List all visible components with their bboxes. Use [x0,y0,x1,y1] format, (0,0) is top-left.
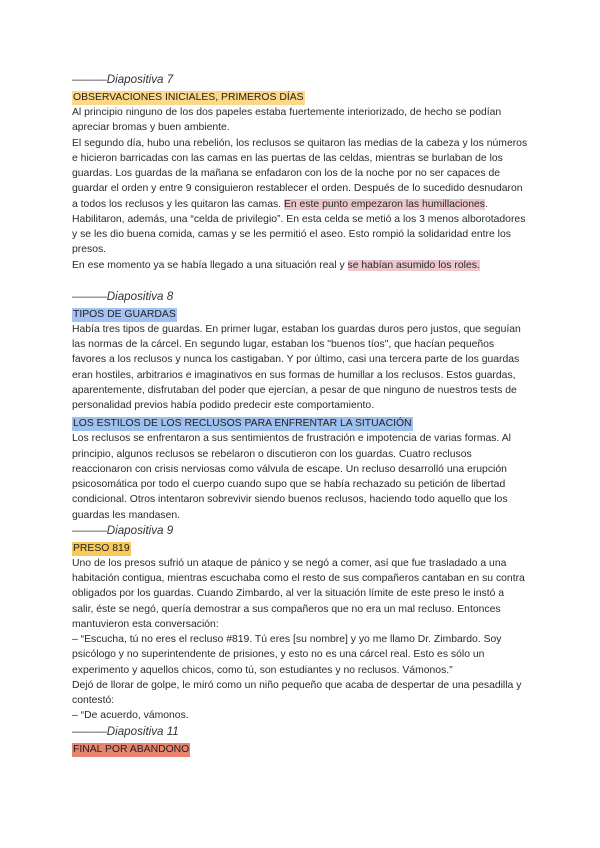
document-page [72,72,528,757]
paragraph-s9-1: Uno de los presos sufrió un ataque de pánico y se negó a comer, así que fue trasladado a una habitación contigua, mientras escuchaba como el resto de sus compañeros cantaban en su contra obligados por los guardas. Cuando Zimbardo, al ver la situación límite de este preso le instó a salir, éste se negó, quería demostrar a sus compañeros que no era un mal recluso. Entonces mantuvieron esta conversación: [72,557,525,630]
paragraph-s9-2: – “Escucha, tú no eres el recluso #819. Tú eres [su nombre] y yo me llamo Dr. Zimbardo. Soy psicólogo y no superintendente de prisiones, y esto no es una cárcel real. Esto es sólo un experimento y aquellos chicos, como tú, son estudiantes y no reclusos. Vámonos.” [72,634,502,676]
section-title-observaciones: OBSERVACIONES INICIALES, PRIMEROS DÍAS [73,92,304,103]
paragraph-s7-3 [72,258,528,273]
slide-heading-8: ———Diapositiva 8 [72,289,174,303]
paragraph-s7-2-text-a: El segundo día, hubo una rebelión, los reclusos se quitaron las medias de la cabeza y los números e hicieron barricadas con las camas en las puertas de las celdas, mientras se burlaban de los guardas. Los guardas de la mañana se enfadaron con los de la noche por no ser capaces de guardar el orden y entre 9 consiguieron restablecer el orden. Después de lo sucedido desnudaron a todos los reclusos y les quitaron las camas. [72,137,528,210]
paragraph-s7-2-text-b: . Habilitaron, además, una “celda de privilegio”. En esta celda se metió a los 3 menos alborotadores y se les dio buena comida, camas y se les permitió el aseo. Esto rompió la solidaridad entre los presos. [72,198,526,256]
section-title-tipos-guardas: TIPOS DE GUARDAS [73,308,176,320]
section-title-final-abandono: FINAL POR ABANDONO [73,743,190,755]
section-title-estilos-reclusos: LOS ESTILOS DE LOS RECLUSOS PARA ENFRENTAR LA SITUACIÓN [73,418,412,430]
paragraph-s9-4: – “De acuerdo, vámonos. [72,710,189,722]
paragraph-s9-3: Dejó de llorar de golpe, le miró como un niño pequeño que acaba de despertar de una pesadilla y contestó: [72,679,522,706]
slide-heading-7: ———Diapositiva 7 [72,73,174,86]
slide-heading-11: ———Diapositiva 11 [72,724,179,738]
paragraph-s7-3-text: En ese momento ya se había llegado a una situación real y [72,259,348,271]
slide-heading-9: ———Diapositiva 9 [72,523,174,537]
paragraph-s8-1: Había tres tipos de guardas. En primer lugar, estaban los guardas duros pero justos, que seguían las normas de la cárcel. En segundo lugar, estaban los "buenos tíos", que hacían pequeños favores a los reclusos y nunca los castigaban. Y por último, casi una tercera parte de los guardas eran hostiles, arbitrarios e imaginativos en sus formas de humillar a los reclusos. Estos guardas, aparentemente, disfrutaban del poder que ejercían, a pesar de que ninguno de nuestros tests de personalidad previos había podido predecir este comportamiento. [72,323,521,411]
paragraph-s7-1: Al principio ninguno de los dos papeles estaba fuertemente interiorizado, de hecho se podían apreciar bromas y buen ambiente. [72,107,502,134]
highlight-humillaciones: En este punto empezaron las humillaciones [283,198,485,210]
section-title-preso-819: PRESO 819 [73,542,130,554]
highlight-roles: se habían asumido los roles. [347,259,480,271]
paragraph-s7-2 [72,136,528,258]
paragraph-s8-2: Los reclusos se enfrentaron a sus sentimientos de frustración e impotencia de varias formas. Al principio, algunos reclusos se rebelaron o discutieron con los guardas. Cuatro reclusos reaccionaron con crisis nerviosas como válvula de escape. Un recluso desarrolló una erupción psicosomática por todo el cuerpo cuando supo que se había rechazado su petición de libertad condicional. Otros intentaron sobrevivir siendo buenos reclusos, haciendo todo aquello que los guardas les mandasen. [72,433,511,521]
